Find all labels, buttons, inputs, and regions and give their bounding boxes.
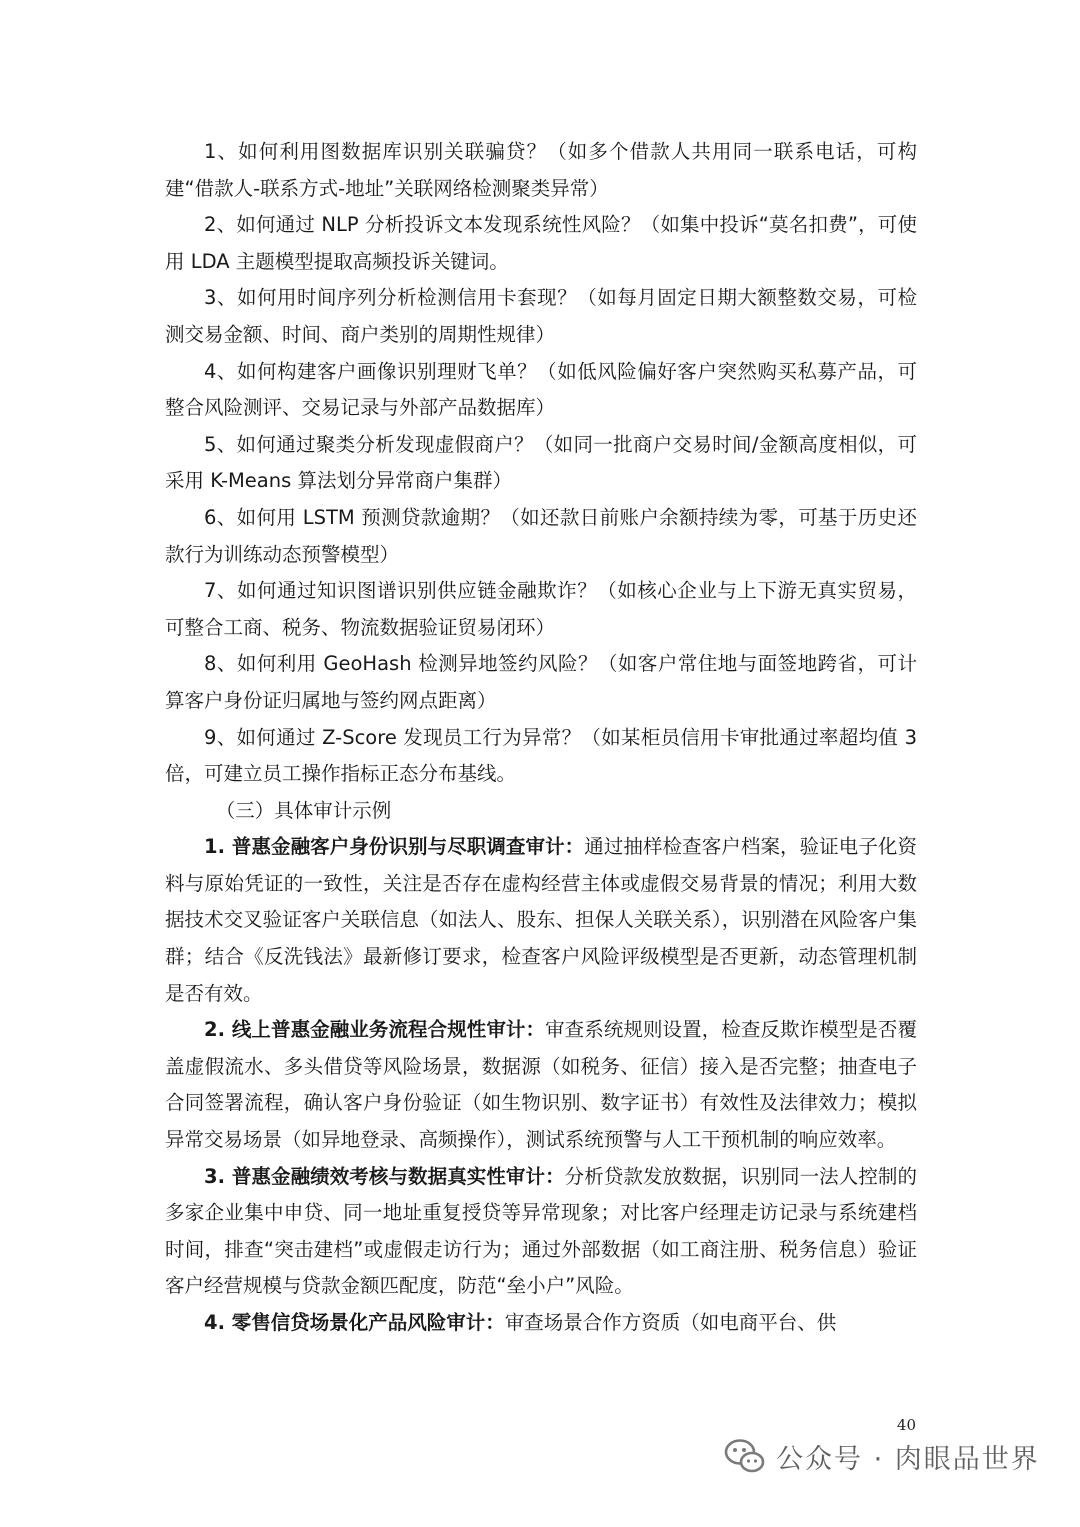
example-3-body: 分析贷款发放数据，识别同一法人控制的多家企业集中申贷、同一地址重复授贷等异常现象；对比客户经理走访记录与系统建档时间，排查“突击建档”或虚假走访行为；通过外部数据（如工商注册、税务信息）验证客户经营规模与贷款金额匹配度，防范“垒小户”风险。 [165,1164,917,1298]
page-number: 40 [896,1416,916,1434]
example-1-body: 通过抽样检查客户档案，验证电子化资料与原始凭证的一致性，关注是否存在虚构经营主体或虚假交易背景的情况；利用大数据技术交叉验证客户关联信息（如法人、股东、担保人关联关系），识别潜在风险客户集群；结合《反洗钱法》最新修订要求，检查客户风险评级模型是否更新，动态管理机制是否有效。 [165,835,917,1005]
question-1: 1、如何利用图数据库识别关联骗贷？（如多个借款人共用同一联系电话，可构建“借款人-联系方式-地址”关联网络检测聚类异常） [165,140,917,200]
question-8: 8、如何利用 GeoHash 检测异地签约风险？（如客户常住地与面签地跨省，可计算客户身份证归属地与签约网点距离） [165,652,917,712]
page-content [165,134,917,1342]
example-4-body: 审查场景合作方资质（如电商平台、供 [504,1311,837,1334]
example-3-title: 3. 普惠金融绩效考核与数据真实性审计： [204,1164,565,1188]
question-3: 3、如何用时间序列分析检测信用卡套现？（如每月固定日期大额整数交易，可检测交易金额、时间、商户类别的周期性规律） [165,286,917,346]
question-4: 4、如何构建客户画像识别理财飞单？（如低风险偏好客户突然购买私募产品，可整合风险测评、交易记录与外部产品数据库） [165,359,917,420]
example-2-title: 2. 线上普惠金融业务流程合规性审计： [204,1018,546,1042]
watermark [722,1426,1040,1486]
question-9: 9、如何通过 Z-Score 发现员工行为异常？（如某柜员信用卡审批通过率超均值 3 倍，可建立员工操作指标正态分布基线。 [165,725,917,786]
section-heading: （三）具体审计示例 [215,798,392,822]
question-5: 5、如何通过聚类分析发现虚假商户？（如同一批商户交易时间/金额高度相似，可采用 K-Means 算法划分异常商户集群） [165,432,917,493]
example-2 [165,1012,917,1158]
example-2-body: 审查系统规则设置，检查反欺诈模型是否覆盖虚假流水、多头借贷等风险场景，数据源（如税务、征信）接入是否完整；抽查电子合同签署流程，确认客户身份验证（如生物识别、数字证书）有效性及法律效力；模拟异常交易场景（如异地登录、高频操作），测试系统预警与人工干预机制的响应效率。 [165,1018,917,1152]
wechat-icon [722,1433,768,1479]
question-6: 6、如何用 LSTM 预测贷款逾期？（如还款日前账户余额持续为零，可基于历史还款行为训练动态预警模型） [165,505,917,566]
question-7: 7、如何通过知识图谱识别供应链金融欺诈？（如核心企业与上下游无真实贸易，可整合工商、税务、物流数据验证贸易闭环） [165,579,917,639]
example-4-title: 4. 零售信贷场景化产品风险审计： [204,1311,505,1334]
example-1-title: 1. 普惠金融客户身份识别与尽职调查审计： [204,835,585,859]
watermark-text: 公众号 · 肉眼品世界 [776,1443,1040,1475]
example-3 [165,1159,917,1305]
example-4 [165,1305,917,1342]
example-1 [165,829,917,1012]
question-2: 2、如何通过 NLP 分析投诉文本发现系统性风险？（如集中投诉“莫名扣费”，可使用 LDA 主题模型提取高频投诉关键词。 [165,213,917,273]
